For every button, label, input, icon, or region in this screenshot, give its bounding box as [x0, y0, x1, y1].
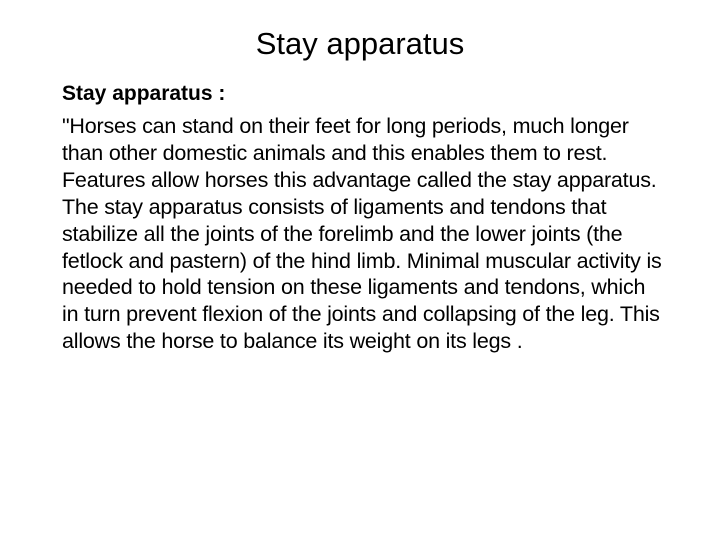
slide-content	[62, 81, 662, 355]
section-heading: Stay apparatus :	[62, 82, 226, 105]
body-paragraph: "Horses can stand on their feet for long periods, much longer than other domestic animals and this enables them to rest. Features allow horses this advantage called the stay apparatus. The stay apparatus consists of ligaments and tendons that stabilize all the joints of the forelimb and the lower joints (the fetlock and pastern) of the hind limb. Minimal muscular activity is needed to hold tension on these ligaments and tendons, which in turn prevent flexion of the joints and collapsing of the leg. This allows the horse to balance its weight on its legs .	[62, 114, 662, 354]
slide-title: Stay apparatus	[255, 26, 465, 61]
